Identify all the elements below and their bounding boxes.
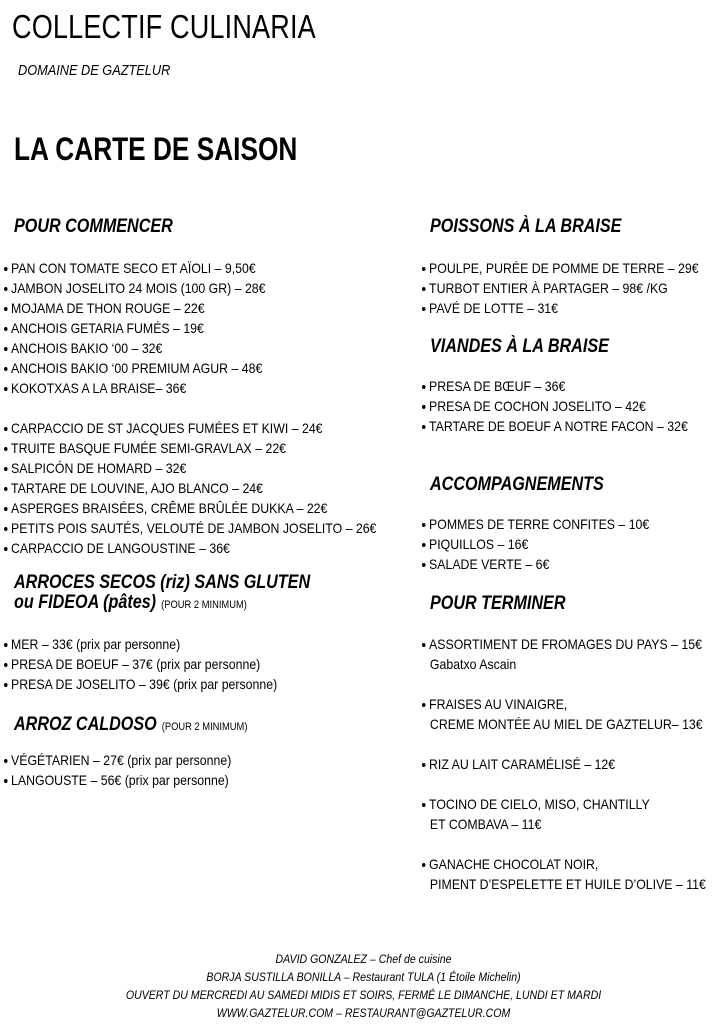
menu-item: ANCHOIS BAKIO ‘00 PREMIUM AGUR – 48€ bbox=[4, 358, 376, 378]
menu-item: PRESA DE BOEUF – 37€ (prix par personne) bbox=[4, 654, 277, 674]
menu-item: POULPE, PURÉE DE POMME DE TERRE – 29€ bbox=[422, 258, 699, 278]
dessert-line: GANACHE CHOCOLAT NOIR, bbox=[429, 856, 599, 872]
footer bbox=[0, 950, 727, 1022]
dessert-detail: Gabatxo Ascain bbox=[429, 656, 517, 672]
section-title-accompagnements: ACCOMPAGNEMENTS bbox=[430, 474, 604, 495]
accompagnements-list bbox=[422, 514, 680, 574]
menu-item: MOJAMA DE THON ROUGE – 22€ bbox=[4, 298, 376, 318]
menu-item: PRESA DE COCHON JOSELITO – 42€ bbox=[422, 396, 688, 416]
dessert-line: ASSORTIMENT DE FROMAGES DU PAYS – 15€ bbox=[429, 636, 702, 652]
menu-item: SALPICÓN DE HOMARD – 32€ bbox=[4, 458, 376, 478]
menu-item: LANGOUSTE – 56€ (prix par personne) bbox=[4, 770, 231, 790]
footer-chef: DAVID GONZALEZ – Chef de cuisine bbox=[275, 952, 452, 966]
menu-item: PIQUILLOS – 16€ bbox=[422, 534, 649, 554]
section-title-fideoa bbox=[14, 592, 247, 616]
dessert-detail: CREME MONTÉE AU MIEL DE GAZTELUR– 13€ bbox=[429, 716, 703, 732]
menu-item: ANCHOIS GETARIA FUMÉS – 19€ bbox=[4, 318, 376, 338]
minimum-note: (POUR 2 MINIMUM) bbox=[161, 721, 248, 733]
menu-item: PAVÉ DE LOTTE – 31€ bbox=[422, 298, 699, 318]
dessert-item bbox=[422, 754, 706, 774]
menu-item: PRESA DE BŒUF – 36€ bbox=[422, 376, 688, 396]
section-title-viandes: VIANDES À LA BRAISE bbox=[430, 336, 609, 357]
menu-item: MER – 33€ (prix par personne) bbox=[4, 634, 277, 654]
section-title-poissons: POISSONS À LA BRAISE bbox=[430, 216, 622, 237]
menu-item: PRESA DE JOSELITO – 39€ (prix par personne) bbox=[4, 674, 277, 694]
menu-item: ASPERGES BRAISÉES, CRÊME BRÛLÉE DUKKA – 22€ bbox=[4, 498, 376, 518]
menu-item: TARTARE DE BOEUF A NOTRE FACON – 32€ bbox=[422, 416, 688, 436]
menu-item: CARPACCIO DE ST JACQUES FUMÉES ET KIWI – 24€ bbox=[4, 418, 376, 438]
section-title-caldoso bbox=[14, 714, 247, 738]
dessert-line: FRAISES AU VINAIGRE, bbox=[429, 696, 568, 712]
menu-item: KOKOTXAS A LA BRAISE– 36€ bbox=[4, 378, 376, 398]
desserts-list bbox=[422, 634, 727, 914]
minimum-note: (POUR 2 MINIMUM) bbox=[161, 599, 247, 611]
menu-item: JAMBON JOSELITO 24 MOIS (100 GR) – 28€ bbox=[4, 278, 376, 298]
footer-contact: WWW.GAZTELUR.COM – RESTAURANT@GAZTELUR.COM bbox=[216, 1006, 511, 1020]
menu-item: SALADE VERTE – 6€ bbox=[422, 554, 649, 574]
brand-name: COLLECTIF CULINARIA bbox=[12, 8, 316, 45]
dessert-line: TOCINO DE CIELO, MISO, CHANTILLY bbox=[429, 796, 650, 812]
caldoso-title: ARROZ CALDOSO bbox=[14, 714, 157, 735]
menu-item: PETITS POIS SAUTÉS, VELOUTÉ DE JAMBON JOSELITO – 26€ bbox=[4, 518, 376, 538]
dessert-item bbox=[422, 634, 706, 674]
page-title: LA CARTE DE SAISON bbox=[14, 131, 298, 167]
menu-item: CARPACCIO DE LANGOUSTINE – 36€ bbox=[4, 538, 376, 558]
section-title-arroces: ARROCES SECOS (riz) SANS GLUTEN bbox=[14, 572, 311, 593]
section-title-desserts: POUR TERMINER bbox=[430, 593, 566, 614]
dessert-line: RIZ AU LAIT CARAMÉLISÉ – 12€ bbox=[429, 756, 616, 772]
fideoa-title: ou FIDEOA (pâtes) bbox=[14, 592, 157, 613]
viandes-list bbox=[422, 376, 724, 436]
caldoso-list bbox=[4, 750, 262, 790]
menu-item: VÉGÉTARIEN – 27€ (prix par personne) bbox=[4, 750, 231, 770]
section-title-starters: POUR COMMENCER bbox=[14, 216, 173, 237]
dessert-item bbox=[422, 694, 706, 734]
starters-list bbox=[4, 258, 427, 558]
menu-item: POMMES DE TERRE CONFITES – 10€ bbox=[422, 514, 649, 534]
menu-item: TURBOT ENTIER À PARTAGER – 98€ /KG bbox=[422, 278, 699, 298]
domain-name: DOMAINE DE GAZTELUR bbox=[18, 62, 171, 79]
arroces-list bbox=[4, 634, 314, 694]
dessert-item bbox=[422, 854, 706, 894]
dessert-detail: PIMENT D’ESPELETTE ET HUILE D’OLIVE – 11€ bbox=[429, 876, 706, 892]
dessert-detail: ET COMBAVA – 11€ bbox=[429, 816, 542, 832]
dessert-item bbox=[422, 794, 706, 834]
footer-restaurant: BORJA SUSTILLA BONILLA – Restaurant TULA (1 Étoile Michelin) bbox=[206, 970, 521, 984]
menu-item: TARTARE DE LOUVINE, AJO BLANCO – 24€ bbox=[4, 478, 376, 498]
footer-hours: OUVERT DU MERCREDI AU SAMEDI MIDIS ET SOIRS, FERMÉ LE DIMANCHE, LUNDI ET MARDI bbox=[125, 988, 602, 1002]
menu-item: PAN CON TOMATE SECO ET AÏOLI – 9,50€ bbox=[4, 258, 376, 278]
menu-item: ANCHOIS BAKIO ‘00 – 32€ bbox=[4, 338, 376, 358]
menu-item: TRUITE BASQUE FUMÉE SEMI-GRAVLAX – 22€ bbox=[4, 438, 376, 458]
poissons-list bbox=[422, 258, 727, 318]
